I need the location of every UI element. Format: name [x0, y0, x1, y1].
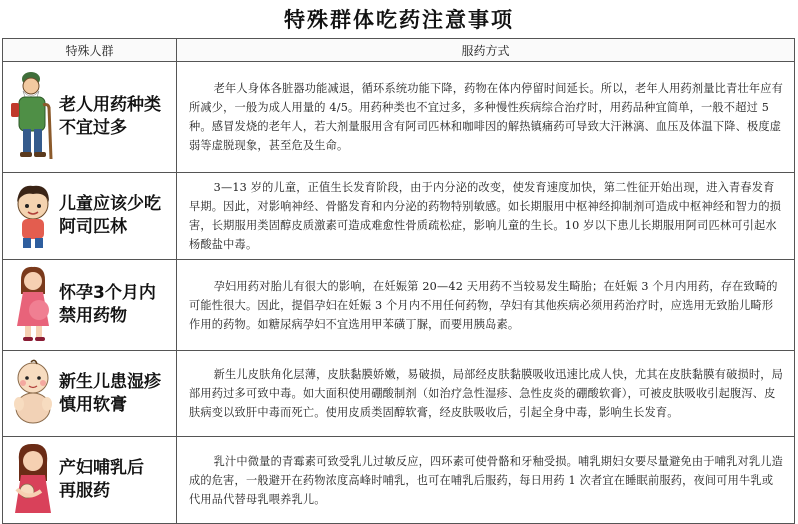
- method-cell: [177, 437, 795, 524]
- group-cell-newborn: [3, 351, 177, 437]
- method-cell: [177, 173, 795, 260]
- method-cell: [177, 351, 795, 437]
- group-label: 新生儿患湿疹 慎用软膏: [59, 371, 161, 415]
- group-cell-pregnant: [3, 260, 177, 351]
- group-label: 怀孕3个月内 禁用药物: [59, 283, 156, 326]
- header-group: 特殊人群: [3, 39, 177, 62]
- table-row: [3, 351, 795, 437]
- group-label: 儿童应该少吃 阿司匹林: [59, 194, 161, 237]
- pregnant-woman-icon: [9, 264, 57, 346]
- table-row: [3, 260, 795, 351]
- method-text: 老年人身体各脏器功能减退，循环系统功能下降，药物在体内停留时间延长。所以，老年人用药剂量比青壮年应有所减少，一般为成人用量的 4/5。用药种类也不宜过多，多种慢性疾病综合治疗时，用药品种宜简单，一般不超过 5 种。感冒发烧的老年人，若大剂量服用含有阿司匹林和咖啡因的解热镇痛药可导致大汗淋漓、血压及体温下降、极度虚弱等虚脱现象，甚至危及生命。: [189, 82, 784, 152]
- table-row: [3, 62, 795, 173]
- table-row: [3, 437, 795, 524]
- method-text: 乳汁中微量的青霉素可致受乳儿过敏反应，四环素可使骨骼和牙釉受损。哺乳期妇女要尽量避免由于哺乳对乳儿造成的危害，一般避开在药物浓度高峰时哺乳，也可在哺乳后服药，每日用药 1 次者宜在睡眠前服药，夜间可用牛乳或代用品代替母乳喂养乳儿。: [189, 454, 784, 506]
- group-label: 老人用药种类 不宜过多: [59, 95, 161, 138]
- group-label: 产妇哺乳后 再服药: [59, 458, 144, 501]
- method-text: 孕妇用药对胎儿有很大的影响，在妊娠第 20—42 天用药不当较易发生畸胎；在妊娠 3 个月内用药，存在致畸的可能性很大。因此，提倡孕妇在妊娠 3 个月内不用任何药物，孕妇有其他疾病必须用药治疗时，应选用无致胎儿畸形作用的药物。如糖尿病孕妇不宜选用甲苯磺丁脲，而要用胰岛素。: [189, 279, 778, 331]
- child-icon: [9, 178, 57, 254]
- group-cell-nursing-mother: [3, 437, 177, 524]
- table-row: [3, 173, 795, 260]
- method-cell: [177, 260, 795, 351]
- method-text: 3—13 岁的儿童，正值生长发育阶段，由于内分泌的改变，使发育速度加快，第二性征开始出现，进入青春发育早期。因此，对影响神经、骨骼发育和内分泌的药物特别敏感。如长期服用中枢神经抑制剂可造成中枢神经和智力的损害，长期服用类固醇皮质激素可造成难愈性骨质疏松症，影响儿童的生长。10 岁以下患儿长期服用阿司匹林可引起水杨酸盐中毒。: [189, 181, 782, 251]
- page-title: 特殊群体吃药注意事项: [284, 7, 514, 32]
- guide-table: [2, 38, 795, 524]
- baby-icon: [9, 356, 57, 432]
- elderly-man-icon: [9, 67, 57, 167]
- header-method: 服药方式: [177, 39, 795, 62]
- method-text: 新生儿皮肤角化层薄，皮肤黏膜娇嫩，易破损，局部经皮肤黏膜吸收迅速比成人快，尤其在皮肤黏膜有破损时，局部用药过多可致中毒。如大面积使用硼酸制剂（如治疗急性湿疹、急性皮炎的硼酸软膏），可被皮肤吸收引起腹泻、皮肤病变以致肝中毒而死亡。使用皮质类固醇软膏，经皮肤吸收后，引起全身中毒，影响生长发育。: [189, 368, 784, 419]
- mother-icon: [9, 441, 57, 519]
- method-cell: [177, 62, 795, 173]
- group-cell-elderly: [3, 62, 177, 173]
- header-row: [3, 39, 795, 62]
- group-cell-children: [3, 173, 177, 260]
